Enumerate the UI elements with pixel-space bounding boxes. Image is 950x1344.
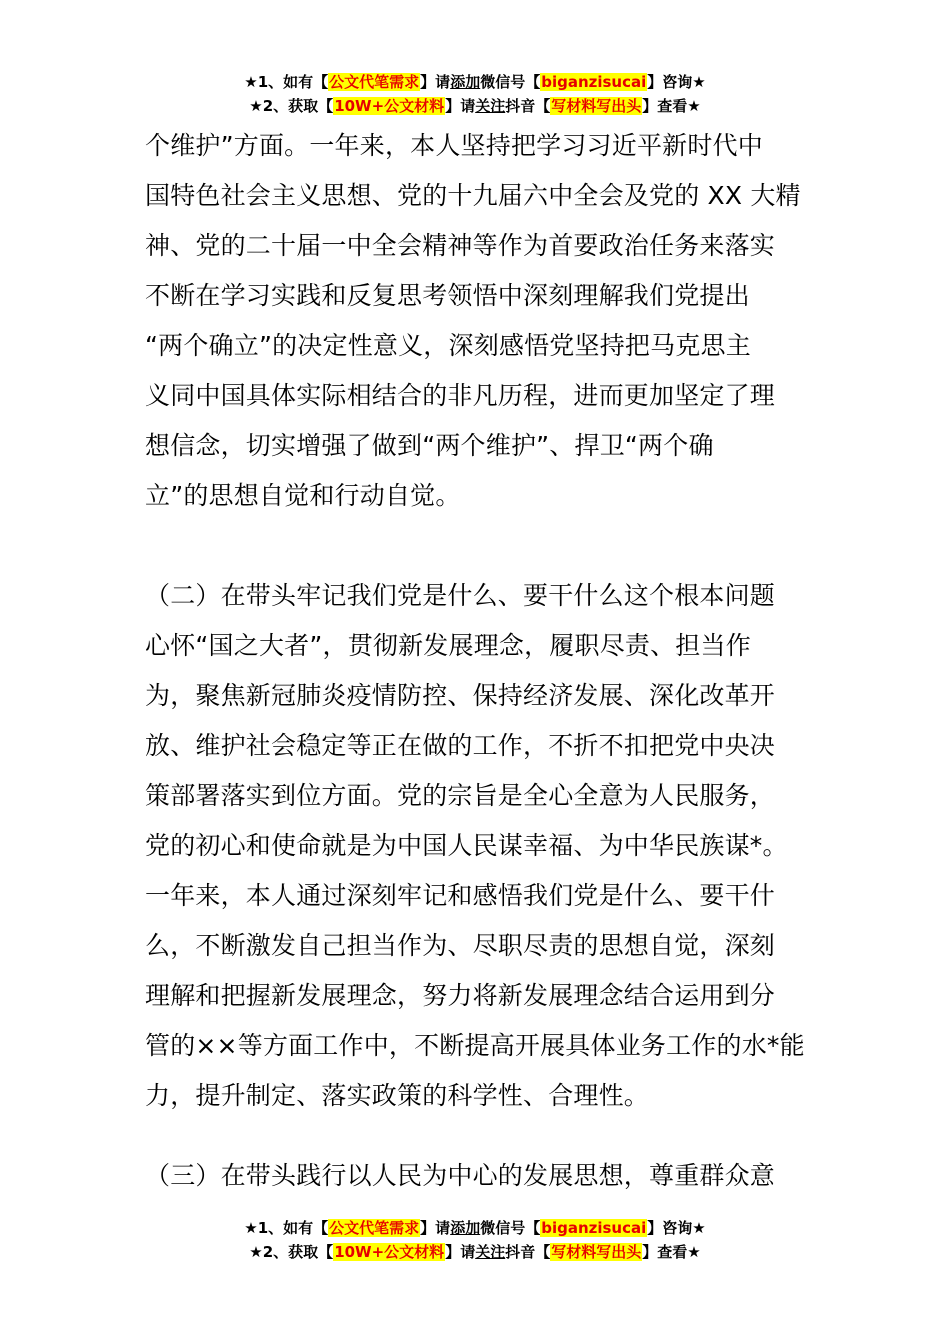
text-line: “两个确立”的决定性意义，深刻感悟党坚持把马克思主 bbox=[145, 331, 751, 360]
text-line: 一年来，本人通过深刻牢记和感悟我们党是什么、要干什 bbox=[145, 881, 776, 910]
paragraph-2 bbox=[145, 571, 810, 1121]
banner-line-1: ★1、如有【公文代笔需求】请添加微信号【biganzisucai】咨询★ bbox=[244, 73, 706, 91]
text-line: 想信念，切实增强了做到“两个维护”、捍卫“两个确 bbox=[145, 431, 714, 460]
footer-banner bbox=[0, 1216, 950, 1264]
paragraph-3 bbox=[145, 1151, 810, 1201]
text-line: 神、党的二十届一中全会精神等作为首要政治任务来落实 bbox=[145, 231, 776, 260]
banner-line-2: ★2、获取【10W+公文材料】请关注抖音【写材料写出头】查看★ bbox=[249, 97, 701, 115]
text-line: 义同中国具体实际相结合的非凡历程，进而更加坚定了理 bbox=[145, 381, 776, 410]
banner-line-2: ★2、获取【10W+公文材料】请关注抖音【写材料写出头】查看★ bbox=[249, 1243, 701, 1261]
highlight-service: 公文代笔需求 bbox=[329, 1219, 420, 1237]
highlight-douyin: 写材料写出头 bbox=[551, 97, 642, 115]
highlight-service: 公文代笔需求 bbox=[329, 73, 420, 91]
document-body bbox=[145, 121, 810, 1201]
paragraph-1 bbox=[145, 121, 810, 521]
text-line: （三）在带头践行以人民为中心的发展思想，尊重群众意 bbox=[145, 1161, 776, 1190]
highlight-materials: 10W+公文材料 bbox=[334, 97, 445, 115]
text-line: 力，提升制定、落实政策的科学性、合理性。 bbox=[145, 1081, 650, 1110]
text-line: 策部署落实到位方面。党的宗旨是全心全意为人民服务， bbox=[145, 781, 776, 810]
text-line: （二）在带头牢记我们党是什么、要干什么这个根本问题 bbox=[145, 581, 776, 610]
text-line: 立”的思想自觉和行动自觉。 bbox=[145, 481, 461, 510]
text-line: 心怀“国之大者”，贯彻新发展理念，履职尽责、担当作 bbox=[145, 631, 751, 660]
highlight-douyin: 写材料写出头 bbox=[551, 1243, 642, 1261]
paragraph-spacer bbox=[145, 1121, 810, 1151]
text-line: 党的初心和使命就是为中国人民谋幸福、为中华民族谋*。 bbox=[145, 831, 788, 860]
banner-line-1: ★1、如有【公文代笔需求】请添加微信号【biganzisucai】咨询★ bbox=[244, 1219, 706, 1237]
highlight-wechat-id: biganzisucai bbox=[541, 73, 647, 91]
paragraph-spacer bbox=[145, 521, 810, 571]
text-line: 为，聚焦新冠肺炎疫情防控、保持经济发展、深化改革开 bbox=[145, 681, 776, 710]
text-line: 管的××等方面工作中，不断提高开展具体业务工作的水*能 bbox=[145, 1031, 805, 1060]
text-line: 国特色社会主义思想、党的十九届六中全会及党的 XX 大精 bbox=[145, 181, 801, 210]
header-banner bbox=[0, 70, 950, 118]
highlight-materials: 10W+公文材料 bbox=[334, 1243, 445, 1261]
highlight-wechat-id: biganzisucai bbox=[541, 1219, 647, 1237]
text-line: 放、维护社会稳定等正在做的工作，不折不扣把党中央决 bbox=[145, 731, 776, 760]
text-line: 不断在学习实践和反复思考领悟中深刻理解我们党提出 bbox=[145, 281, 750, 310]
text-line: 么，不断激发自己担当作为、尽职尽责的思想自觉，深刻 bbox=[145, 931, 776, 960]
text-line: 个维护”方面。一年来，本人坚持把学习习近平新时代中 bbox=[145, 131, 763, 160]
text-line: 理解和把握新发展理念，努力将新发展理念结合运用到分 bbox=[145, 981, 776, 1010]
